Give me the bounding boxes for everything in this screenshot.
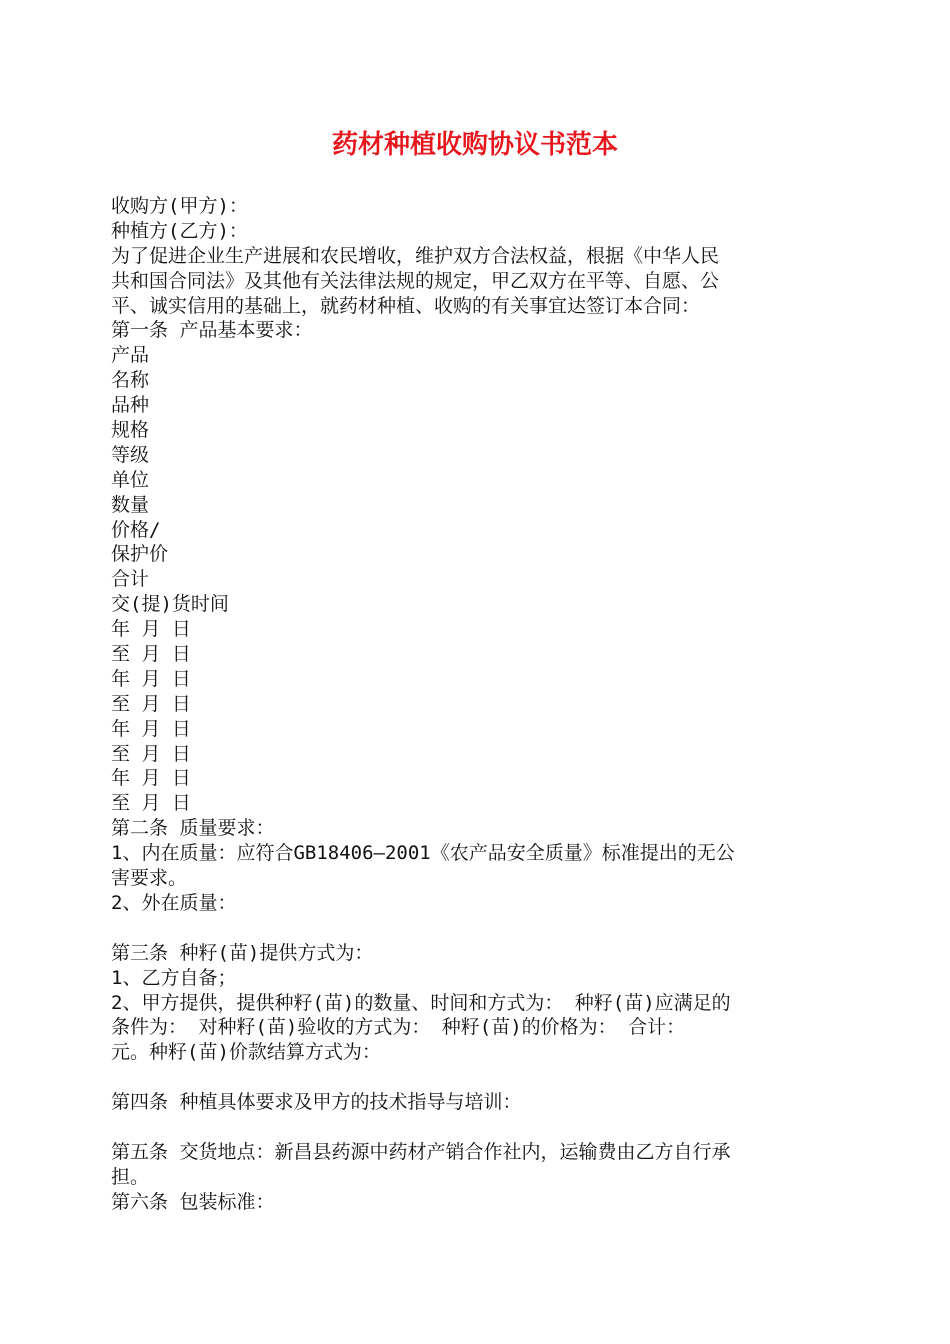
blank-line	[111, 1115, 846, 1140]
text-line: 第二条 质量要求：	[111, 817, 275, 840]
text-line: 年 月 日	[111, 767, 191, 790]
text-line: 合计	[111, 568, 150, 591]
text-line: 品种	[111, 394, 150, 417]
text-line: 年 月 日	[111, 667, 191, 690]
text-line: 至 月 日	[111, 742, 191, 765]
text-line: 条件为： 对种籽(苗)验收的方式为： 种籽(苗)的价格为： 合计：	[111, 1016, 686, 1039]
document-body	[111, 194, 846, 1215]
text-line: 年 月 日	[111, 717, 191, 740]
text-line: 交(提)货时间	[111, 593, 229, 616]
text-line: 收购方(甲方)：	[111, 195, 248, 217]
text-line: 至 月 日	[111, 643, 191, 666]
text-line: 害要求。	[111, 867, 188, 890]
text-line: 为了促进企业生产进展和农民增收，维护双方合法权益，根据《中华人民	[111, 244, 720, 267]
text-line: 第三条 种籽(苗)提供方式为：	[111, 941, 374, 964]
text-line: 保护价	[111, 543, 169, 566]
text-line: 2、外在质量：	[111, 891, 237, 914]
text-line: 担。	[111, 1165, 150, 1188]
blank-line	[111, 1065, 846, 1090]
text-line: 至 月 日	[111, 792, 191, 815]
text-line: 第五条 交货地点：新昌县药源中药材产销合作社内，运输费由乙方自行承	[111, 1140, 731, 1163]
text-line: 平、诚实信用的基础上，就药材种植、收购的有关事宜达签订本合同：	[111, 294, 701, 317]
text-line: 第六条 包装标准：	[111, 1190, 275, 1213]
text-line: 1、乙方自备；	[111, 966, 237, 989]
document-title: 药材种植收购协议书范本	[331, 130, 618, 160]
text-line: 数量	[111, 493, 150, 516]
text-line: 元。种籽(苗)价款结算方式为：	[111, 1041, 381, 1064]
text-line: 种植方(乙方)：	[111, 219, 248, 242]
text-line: 年 月 日	[111, 618, 191, 641]
text-line: 单位	[111, 468, 150, 491]
text-line: 产品	[111, 344, 150, 367]
text-line: 规格	[111, 419, 150, 442]
text-line: 价格/	[111, 518, 161, 541]
text-line: 第四条 种植具体要求及甲方的技术指导与培训：	[111, 1091, 522, 1114]
text-line: 2、甲方提供，提供种籽(苗)的数量、时间和方式为： 种籽(苗)应满足的	[111, 991, 731, 1014]
blank-line	[111, 916, 846, 941]
text-line: 1、内在质量：应符合GB18406—2001《农产品安全质量》标准提出的无公	[111, 842, 735, 865]
text-line: 名称	[111, 369, 150, 392]
text-line: 等级	[111, 443, 150, 466]
text-line: 至 月 日	[111, 692, 191, 715]
text-line: 第一条 产品基本要求：	[111, 319, 313, 342]
text-line: 共和国合同法》及其他有关法律法规的规定，甲乙双方在平等、自愿、公	[111, 269, 720, 292]
